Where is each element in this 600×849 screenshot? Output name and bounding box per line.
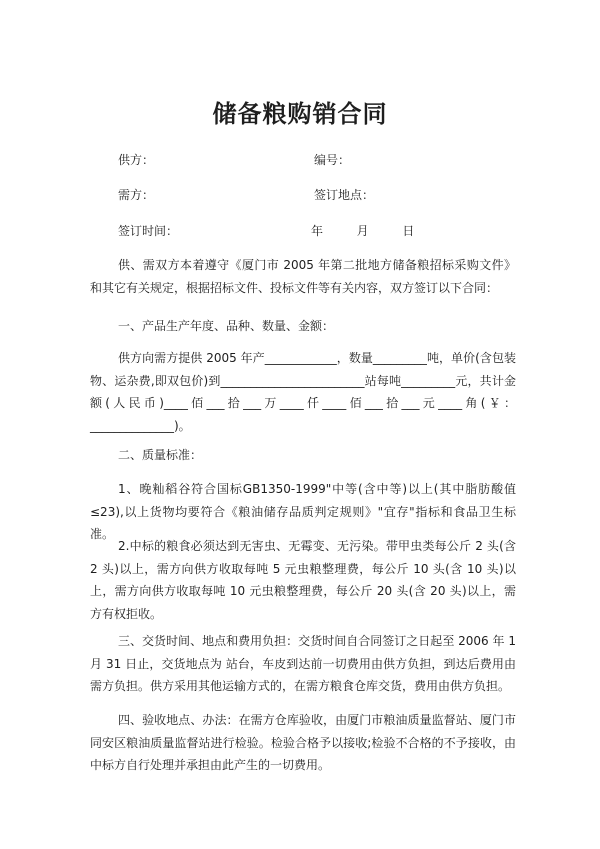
buyer-label: 需方： [118, 188, 155, 202]
month-label: 月 [356, 224, 369, 238]
contract-number-label: 编号： [314, 153, 351, 167]
product-terms-paragraph: 供方向需方提供 2005 年产____________，数量_________吨，单价(含包装物、运杂费,即双包价)到________________________站每吨_________元，共计金额(人民币)____佰___拾___万____仟____佰___拾___元____角(￥：______________)。 [90, 351, 516, 433]
supplier-label: 供方： [118, 153, 155, 167]
document-title: 储备粮购销合同 [212, 100, 388, 128]
signing-place-label: 签订地点： [314, 188, 375, 202]
delivery-terms-paragraph: 三、交货时间、地点和费用负担：交货时间自合同签订之日起至 2006 年 1 月 31 日止，交货地点为 站台，车皮到达前一切费用由供方负担，到达后费用由需方负担。供方采用其他运输方式的，在需方粮食仓库交货，费用由供方负担。 [90, 634, 516, 693]
day-label: 日 [402, 224, 415, 238]
quality-standard-paragraph-2: 2.中标的粮食必须达到无害虫、无霉变、无污染。带甲虫类每公斤 2 头(含 2 头)以上，需方向供方收取每吨 5 元虫粮整理费，每公斤 10 头(含 10 头)以上，需方向供方收取每吨 10 元虫粮整理费，每公斤 20 头(含 20 头)以上，需方有权拒收。 [90, 539, 516, 621]
signing-time-label: 签订时间： [118, 224, 179, 238]
quality-standard-paragraph-1: 1、晚籼稻谷符合国标GB1350-1999"中等(含中等)以上(其中脂肪酸值≤23),以上货物均要符合《粮油储存品质判定规则》"宜存"指标和食品卫生标准。 [90, 482, 516, 541]
year-label: 年 [311, 224, 324, 238]
inspection-terms-paragraph: 四、验收地点、办法：在需方仓库验收，由厦门市粮油质量监督站、厦门市同安区粮油质量监督站进行检验。检验合格予以接收;检验不合格的不予接收，由中标方自行处理并承担由此产生的一切费用。 [90, 713, 516, 772]
section-heading-product: 一、产品生产年度、品种、数量、金额： [118, 319, 335, 333]
signing-date [311, 223, 414, 239]
section-heading-quality: 二、质量标准： [118, 448, 203, 462]
intro-paragraph: 供、需双方本着遵守《厦门市 2005 年第二批地方储备粮招标采购文件》和其它有关规定，根据招标文件、投标文件等有关内容，双方签订以下合同： [90, 258, 516, 295]
